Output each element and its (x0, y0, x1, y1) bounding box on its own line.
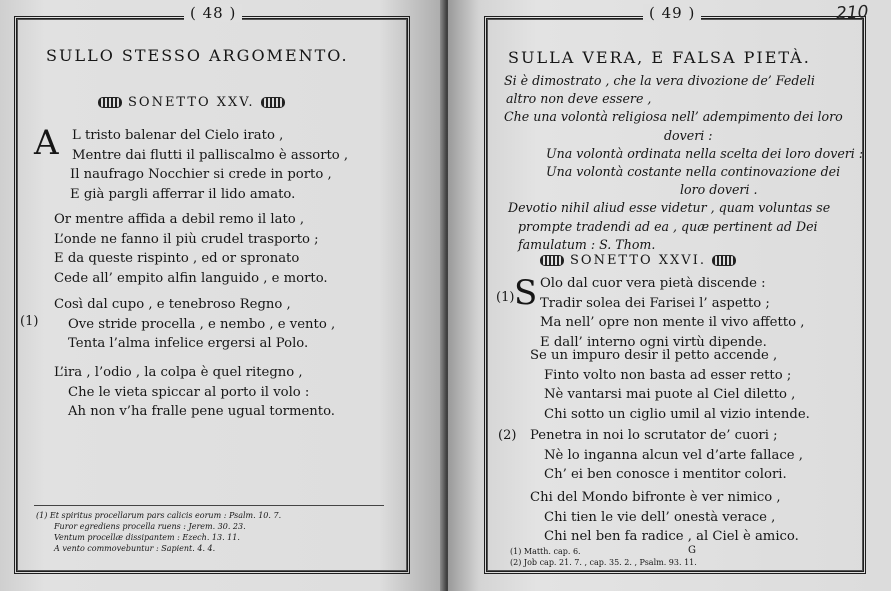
epigraph-line: prompte tradendi ad ea , quæ pertinent ad Dei (518, 218, 818, 234)
verse-line: Mentre dai flutti il palliscalmo è assorto , (72, 147, 349, 163)
left-sonnet-heading: SONETTO XXV. (128, 95, 255, 110)
verse-line: Olo dal cuor vera pietà discende : (540, 276, 766, 291)
verse-line: Il naufrago Nocchier si crede in porto , (70, 167, 332, 182)
epigraph-line: altro non deve essere , (506, 91, 652, 107)
footnote-line: A vento commovebuntur : Sapient. 4. 4. (54, 544, 216, 553)
verse-line: Chi sotto un ciglio umil al vizio intende. (544, 406, 810, 422)
verse-line: Ah non v’ha fralle pene ugual tormento. (68, 404, 335, 419)
right-margin-mark-1: (1) (496, 290, 515, 305)
right-margin-mark-2: (2) (498, 428, 517, 443)
verse-line: Chi tien le vie dell’ onestà verace , (544, 509, 776, 525)
verse-line: Chi nel ben fa radice , al Ciel è amico. (544, 529, 799, 544)
left-margin-mark: (1) (20, 314, 39, 329)
right-stanza-1 (540, 274, 804, 352)
ornament-icon (261, 97, 285, 108)
left-stanza-3 (54, 295, 335, 354)
left-stanza-2 (54, 210, 328, 288)
left-page-title: SULLO STESSO ARGOMENTO. (46, 46, 349, 65)
epigraph-line: Devotio nihil aliud esse videtur , quam voluntas se (508, 200, 831, 216)
epigraph-line: doveri : (664, 127, 713, 143)
epigraph-line: famulatum : S. Thom. (518, 236, 656, 252)
verse-line: Chi del Mondo bifronte è ver nimico , (530, 490, 781, 505)
handwritten-folio-mark: 210 (835, 2, 869, 24)
verse-line: Tenta l’alma infelice ergersi al Polo. (68, 336, 309, 351)
right-drop-cap: S (514, 273, 538, 313)
ornament-icon (712, 255, 736, 266)
epigraph-line: Una volontà costante nella continovazione dei (546, 164, 841, 180)
verse-line: Or mentre affida a debil remo il lato , (54, 212, 305, 227)
verse-line: E già pargli afferrar il lido amato. (70, 186, 296, 202)
right-sonnet-heading-row (534, 253, 742, 268)
left-footnote-rule (34, 505, 384, 506)
signature-mark: G (688, 545, 696, 556)
left-sonnet-heading-row (92, 95, 291, 110)
verse-line: Nè lo inganna alcun vel d’arte fallace , (544, 447, 803, 463)
verse-line: Ove stride procella , e nembo , e vento , (68, 316, 336, 332)
verse-line: E dall’ interno ogni virtù dipende. (540, 334, 767, 350)
verse-line: Tradir solea dei Farisei l’ aspetto ; (540, 295, 770, 311)
left-stanza-1 (58, 126, 348, 204)
footnote-line: Furor egrediens procella ruens : Jerem. 30. 23. (54, 522, 246, 531)
left-drop-cap: A (34, 123, 59, 163)
right-footnotes (510, 546, 697, 568)
epigraph-line: loro doveri . (680, 182, 758, 198)
footnote-line: (1) Matth. cap. 6. (510, 547, 581, 556)
right-stanza-3 (530, 426, 803, 485)
verse-line: E da queste rispinto , ed or spronato (54, 251, 300, 266)
verse-line: L tristo balenar del Cielo irato , (72, 128, 284, 143)
epigraph-line: Una volontà ordinata nella scelta dei loro doveri : (546, 145, 864, 161)
verse-line: Ma nell’ opre non mente il vivo affetto , (540, 315, 805, 330)
ornament-icon (98, 97, 122, 108)
verse-line: L’onde ne fanno il più crudel trasporto ; (54, 231, 319, 247)
verse-line: Finto volto non basta ad esser retto ; (544, 367, 792, 383)
verse-line: L’ira , l’odio , la colpa è quel ritegno , (54, 365, 303, 380)
left-footnotes (36, 510, 281, 554)
right-page-number: ( 49 ) (643, 4, 701, 22)
verse-line: Così dal cupo , e tenebroso Regno , (54, 297, 291, 312)
verse-line: Cede all’ empito alfin languido , e morto. (54, 270, 328, 286)
verse-line: Nè vantarsi mai puote al Ciel diletto , (544, 387, 796, 402)
right-page-title: SULLA VERA, E FALSA PIETÀ. (508, 48, 811, 67)
right-sonnet-heading: SONETTO XXVI. (570, 253, 706, 268)
verse-line: Se un impuro desir il petto accende , (530, 348, 778, 363)
footnote-line: Ventum procellæ dissipantem : Ezech. 13. 11. (54, 533, 240, 542)
verse-line: Ch’ ei ben conosce i mentitor colori. (544, 467, 787, 482)
ornament-icon (540, 255, 564, 266)
verse-line: Che le vieta spiccar al porto il volo : (68, 384, 310, 400)
right-stanza-4 (530, 488, 799, 547)
left-stanza-4 (54, 363, 335, 422)
epigraph-line: Si è dimostrato , che la vera divozione de’ Fedeli (504, 73, 815, 88)
right-stanza-2 (530, 346, 810, 424)
right-page (448, 0, 891, 591)
footnote-line: (2) Job cap. 21. 7. , cap. 35. 2. , Psalm. 93. 11. (510, 558, 697, 567)
left-page-number: ( 48 ) (184, 4, 242, 22)
epigraph-line: Che una volontà religiosa nell’ adempimento dei loro (504, 109, 843, 125)
epigraph (504, 72, 863, 254)
footnote-line: (1) Et spiritus procellarum pars calicis eorum : Psalm. 10. 7. (36, 511, 282, 520)
verse-line: Penetra in noi lo scrutator de’ cuori ; (530, 428, 778, 443)
